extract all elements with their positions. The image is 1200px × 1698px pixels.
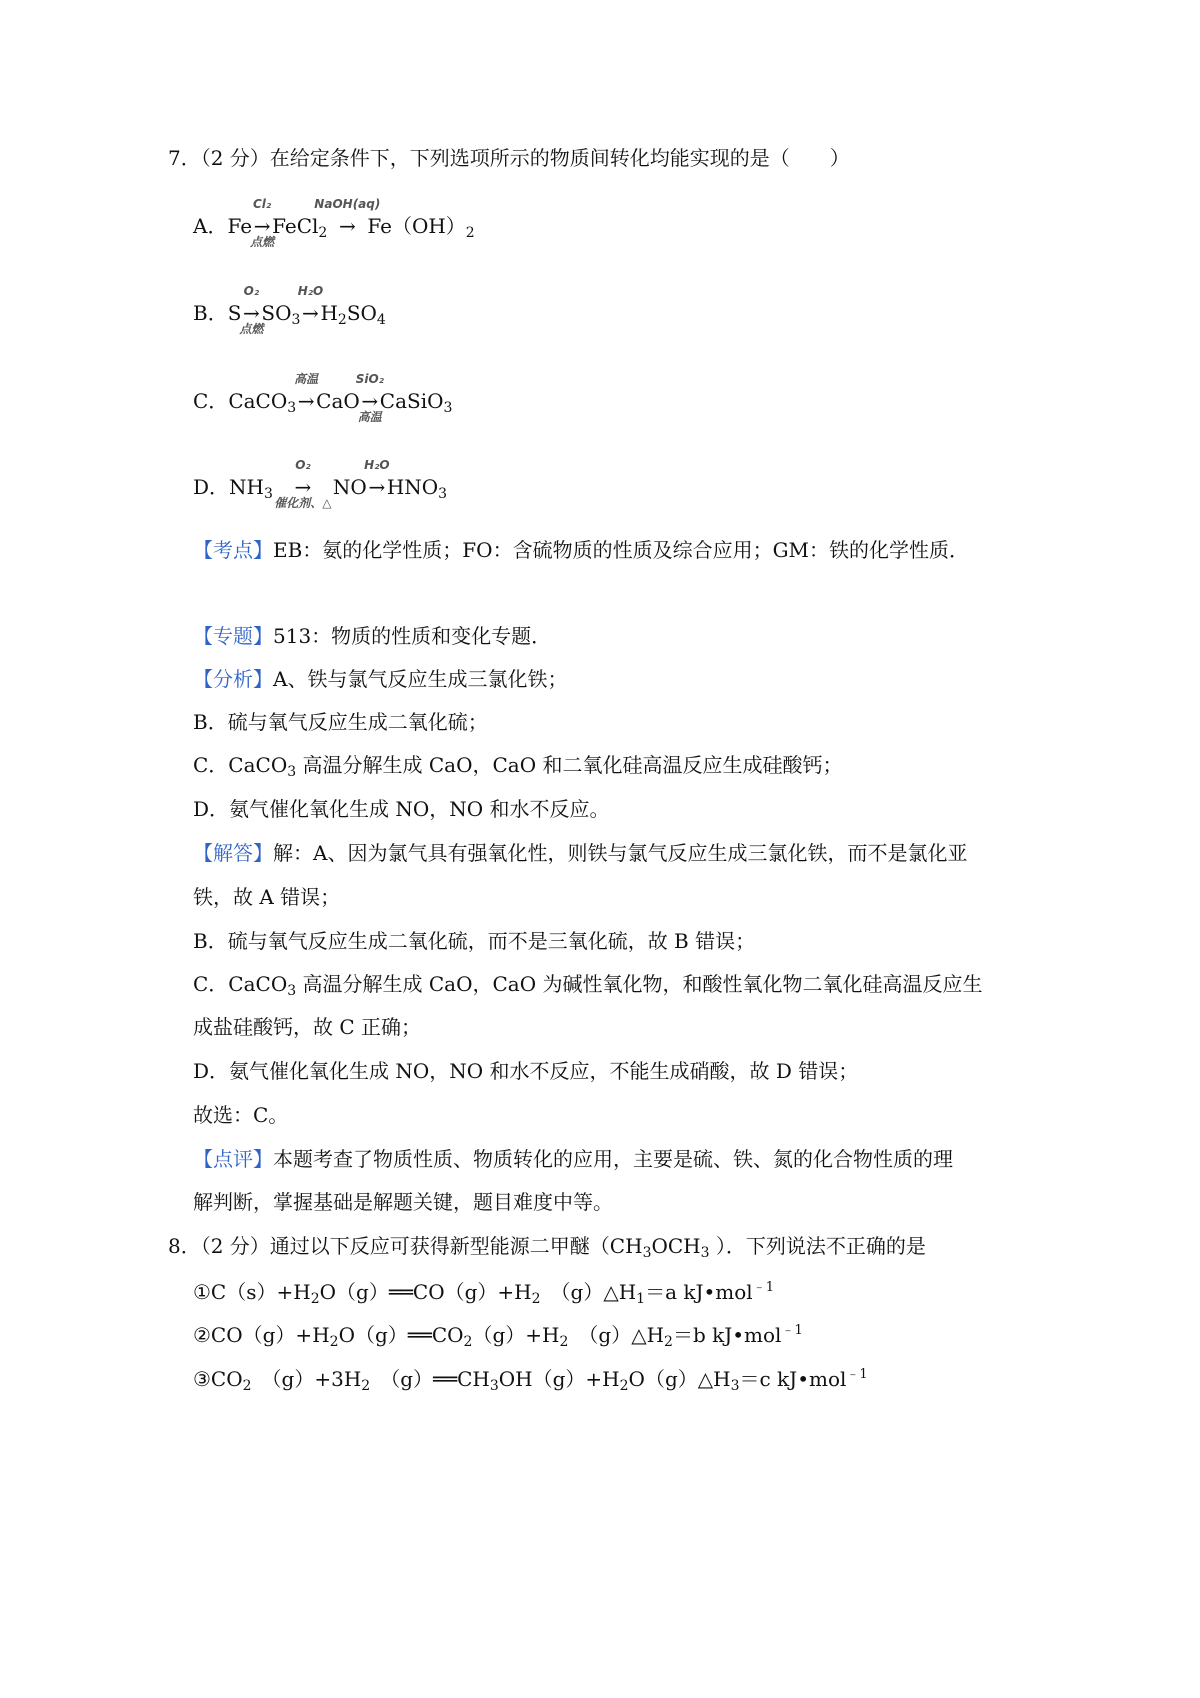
fenxi-tag: 【分析】 bbox=[193, 667, 273, 691]
kaodian-line: 【考点】EB：氨的化学性质；FO：含硫物质的性质及综合应用；GM：铁的化学性质． bbox=[193, 538, 970, 562]
dianping-line: 【点评】本题考查了物质性质、物质转化的应用，主要是硫、铁、氮的化合物性质的理 bbox=[193, 1147, 953, 1171]
q7-stem: 7．（2 分）在给定条件下，下列选项所示的物质间转化均能实现的是（ ） bbox=[168, 146, 850, 170]
reaction-arrow: SiO₂ → 高温 bbox=[355, 372, 384, 424]
jieda-tag: 【解答】 bbox=[193, 841, 273, 865]
reaction-arrow: O₂ → 点燃 bbox=[239, 284, 264, 336]
kaodian-tag: 【考点】 bbox=[193, 538, 273, 562]
jieda-2: 铁，故 A 错误； bbox=[193, 885, 341, 909]
q8-equation-2: $②CO(g)+H_2O(g)══CO_2(g)+H_2$ $(g)\triangle H_2=b$ kJ•mol$^{﹣1}$ bbox=[193, 1323, 803, 1350]
dianping-tag: 【点评】 bbox=[193, 1147, 273, 1171]
jieda-5: 成盐硅酸钙，故 C 正确； bbox=[193, 1015, 422, 1039]
q8-stem: 8．（2 分）通过以下反应可获得新型能源二甲醚（$CH_3OCH_3$ ）．下列说法不正确的是 bbox=[168, 1234, 926, 1261]
jieda-7: 故选：C。 bbox=[193, 1103, 289, 1127]
q7-option-b: B．S O₂ → 点燃 $SO_3$ H₂O $\to H_2SO_4$ bbox=[193, 284, 386, 336]
jieda-line: 【解答】解：A、因为氯气具有强氧化性，则铁与氯气反应生成三氯化铁，而不是氯化亚 bbox=[193, 841, 968, 865]
reaction-arrow: H₂O → bbox=[364, 458, 390, 499]
reaction-arrow: H₂O → bbox=[297, 284, 324, 325]
reaction-arrow: O₂ → 催化剂、△ bbox=[274, 458, 332, 510]
jieda-6: D．氨气催化氧化生成 NO，NO 和水不反应，不能生成硝酸，故 D 错误； bbox=[193, 1059, 859, 1083]
q7-option-c: C．CaCO$_3$ 高温 →CaO SiO₂ → 高温 CaSiO$_3$ bbox=[193, 372, 453, 424]
q8-equation-1: $①C(s)+H_2O(g)══CO(g)+H_2$ $(g)\triangle H_1=a$ kJ•mol$^{﹣1}$ bbox=[193, 1280, 774, 1307]
zhuanti-tag: 【专题】 bbox=[193, 624, 273, 648]
jieda-4: C．CaCO$_3$ 高温分解生成 CaO，CaO 为碱性氧化物，和酸性氧化物二氧化硅高温反应生 bbox=[193, 972, 983, 999]
zhuanti-line: 【专题】513：物质的性质和变化专题． bbox=[193, 624, 552, 648]
fenxi-c: C．CaCO$_3$ 高温分解生成 CaO，CaO 和二氧化硅高温反应生成硅酸钙； bbox=[193, 753, 843, 780]
reaction-arrow: Cl₂ → 点燃 bbox=[250, 197, 275, 249]
dianping-2: 解判断，掌握基础是解题关键，题目难度中等。 bbox=[193, 1190, 613, 1214]
q7-option-a: A．Fe Cl₂ → 点燃 FeCl$_2$ NaOH(aq) → $Fe(OH)_2$ bbox=[193, 197, 475, 249]
reaction-arrow: NaOH(aq) → bbox=[314, 197, 381, 238]
fenxi-d: D．氨气催化氧化生成 NO，NO 和水不反应。 bbox=[193, 797, 610, 821]
q7-option-d: D．$NH_3$ O₂ → 催化剂、△ NO H₂O $\to HNO_3$ bbox=[193, 458, 448, 510]
fenxi-b: B．硫与氧气反应生成二氧化硫； bbox=[193, 710, 488, 734]
q8-equation-3: $③CO_2$ $(g)+3H_2$ $(g)══CH_3OH(g)+H_2O(g)\triangle H_3=c$ kJ•mol$^{﹣1}$ bbox=[193, 1367, 868, 1394]
reaction-arrow: 高温 → bbox=[294, 372, 319, 413]
fenxi-line: 【分析】A、铁与氯气反应生成三氯化铁； bbox=[193, 667, 568, 691]
jieda-3: B．硫与氧气反应生成二氧化硫，而不是三氧化硫，故 B 错误； bbox=[193, 929, 756, 953]
